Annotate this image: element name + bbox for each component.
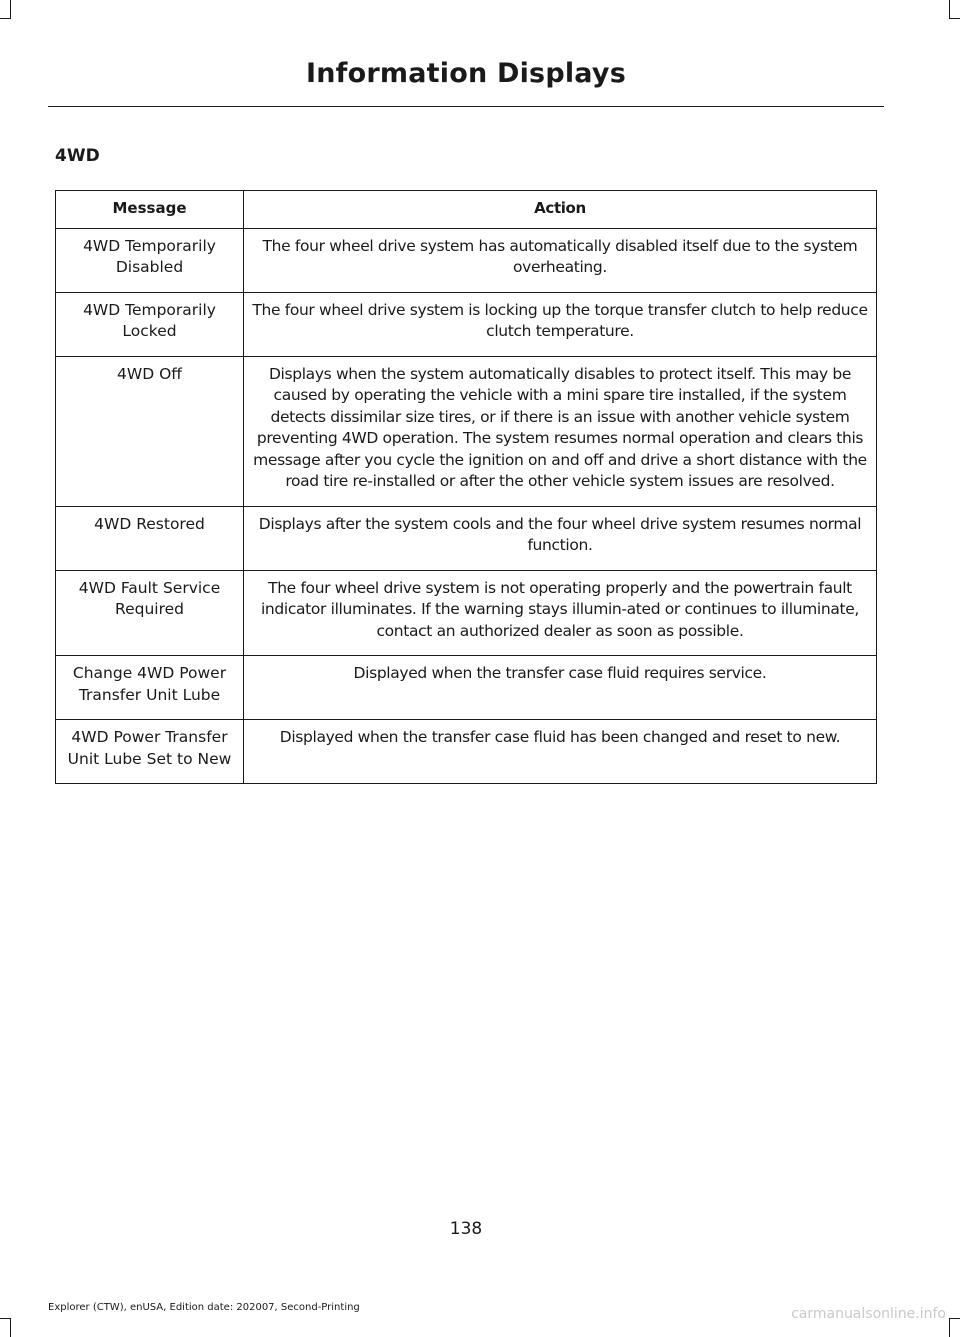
message-cell: 4WD Off bbox=[56, 356, 244, 506]
crop-mark-bottom-right bbox=[949, 1318, 950, 1337]
message-cell: 4WD Restored bbox=[56, 506, 244, 570]
title-divider bbox=[48, 106, 884, 107]
edition-note: Explorer (CTW), enUSA, Edition date: 202007, Second-Printing bbox=[48, 1302, 360, 1313]
page-title: Information Displays bbox=[306, 58, 626, 89]
message-cell: 4WD Fault Service Required bbox=[56, 570, 244, 656]
crop-mark-bottom-right bbox=[949, 1318, 960, 1319]
message-table bbox=[55, 190, 877, 784]
message-cell: 4WD Temporarily Disabled bbox=[56, 228, 244, 292]
table-header-row bbox=[56, 191, 877, 229]
section-heading: 4WD bbox=[55, 146, 100, 166]
table-row bbox=[56, 656, 877, 720]
table-row bbox=[56, 506, 877, 570]
table-row bbox=[56, 228, 877, 292]
crop-mark-top-left bbox=[0, 18, 11, 19]
crop-mark-top-left bbox=[10, 0, 11, 18]
crop-mark-bottom-left bbox=[10, 1318, 11, 1337]
table-row bbox=[56, 720, 877, 784]
column-header-action: Action bbox=[244, 191, 877, 229]
action-cell: Displayed when the transfer case fluid has been changed and reset to new. bbox=[244, 720, 877, 784]
page-number: 138 bbox=[449, 1219, 483, 1239]
table-row bbox=[56, 356, 877, 506]
action-cell: Displays when the system automatically disables to protect itself. This may be caused by operating the vehicle with a mini spare tire installed, if the system detects dissimilar size tires, or if there is an issue with another vehicle system preventing 4WD operation. The system resumes normal operation and clears this message after you cycle the ignition on and off and drive a short distance with the road tire re-installed or after the other vehicle system issues are resolved. bbox=[244, 356, 877, 506]
action-cell: Displays after the system cools and the four wheel drive system resumes normal function. bbox=[244, 506, 877, 570]
action-cell: The four wheel drive system has automatically disabled itself due to the system overheating. bbox=[244, 228, 877, 292]
table-row bbox=[56, 570, 877, 656]
message-cell: 4WD Temporarily Locked bbox=[56, 292, 244, 356]
crop-mark-top-right bbox=[949, 18, 960, 19]
message-cell: Change 4WD Power Transfer Unit Lube bbox=[56, 656, 244, 720]
watermark[interactable]: carmanualsonline.info bbox=[791, 1306, 946, 1322]
message-cell: 4WD Power Transfer Unit Lube Set to New bbox=[56, 720, 244, 784]
crop-mark-top-right bbox=[949, 0, 950, 18]
crop-mark-bottom-left bbox=[0, 1318, 11, 1319]
action-cell: The four wheel drive system is locking up the torque transfer clutch to help reduce clutch temperature. bbox=[244, 292, 877, 356]
column-header-message: Message bbox=[56, 191, 244, 229]
table-row bbox=[56, 292, 877, 356]
action-cell: The four wheel drive system is not operating properly and the powertrain fault indicator illuminates. If the warning stays illumin-ated or continues to illuminate, contact an authorized dealer as soon as possible. bbox=[244, 570, 877, 656]
action-cell: Displayed when the transfer case fluid requires service. bbox=[244, 656, 877, 720]
